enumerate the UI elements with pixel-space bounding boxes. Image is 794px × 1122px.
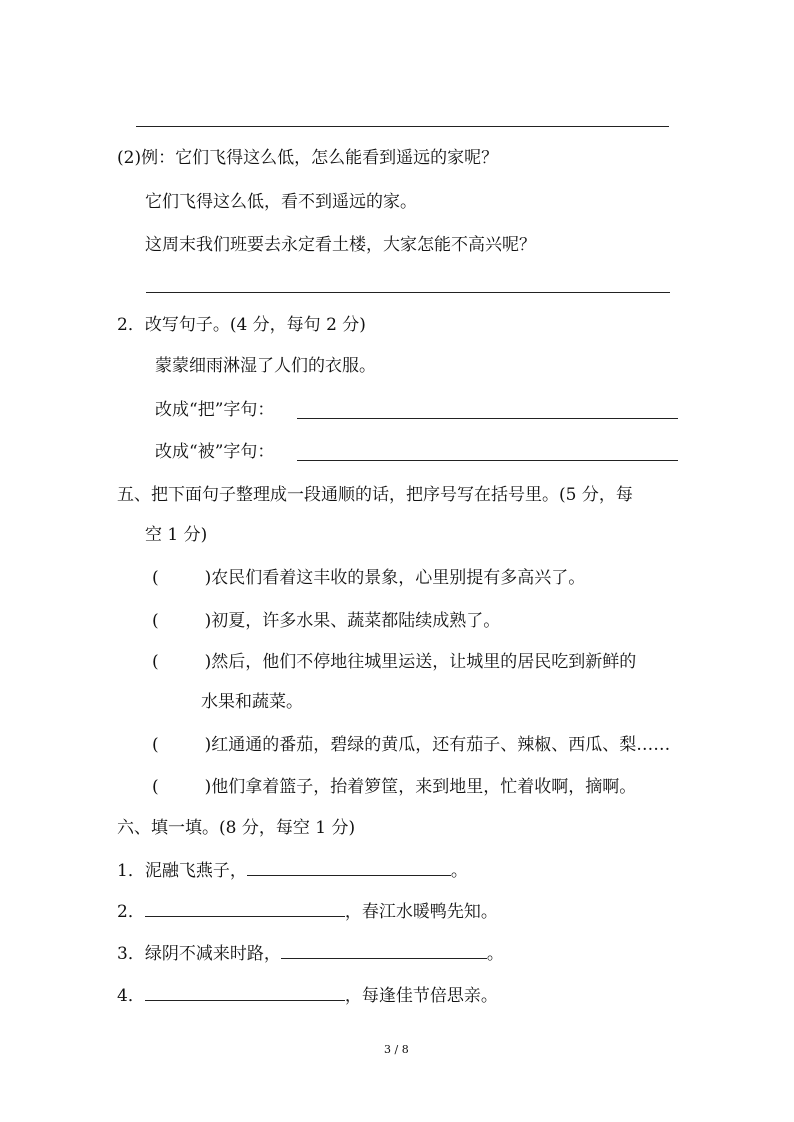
order-item-text: 然后，他们不停地往城里运送，让城里的居民吃到新鲜的 bbox=[211, 652, 637, 672]
bei-answer-line[interactable] bbox=[297, 460, 678, 461]
rewrite-sentence: 蒙蒙细雨淋湿了人们的衣服。 bbox=[155, 356, 376, 376]
order-item-text: 他们拿着篮子，抬着箩筐，来到地里，忙着收啊，摘啊。 bbox=[211, 777, 637, 797]
poem-blank-1[interactable] bbox=[247, 857, 451, 876]
answer-line-2[interactable] bbox=[146, 292, 670, 293]
order-paren-blank[interactable]: ( ) bbox=[152, 777, 212, 797]
order-item-text: 红通通的番茄，碧绿的黄瓜，还有茄子、辣椒、西瓜、梨…… bbox=[211, 735, 671, 755]
section-five-heading-cont: 空 1 分) bbox=[145, 525, 208, 545]
section-five-heading: 五、把下面句子整理成一段通顺的话，把序号写在括号里。(5 分，每 bbox=[117, 485, 633, 505]
order-item bbox=[152, 609, 500, 633]
example-answer: 它们飞得这么低，看不到遥远的家。 bbox=[145, 192, 417, 212]
order-item-text: 农民们看着这丰收的景象，心里别提有多高兴了。 bbox=[211, 568, 586, 588]
order-item bbox=[152, 775, 636, 799]
ba-answer-line[interactable] bbox=[297, 418, 678, 419]
page-number: 3 / 8 bbox=[384, 1043, 409, 1056]
poem-blank-2[interactable] bbox=[145, 898, 345, 917]
poem-item-2: 2． ，春江水暖鸭先知。 bbox=[117, 898, 498, 924]
section-six-heading: 六、填一填。(8 分，每空 1 分) bbox=[117, 818, 356, 838]
order-paren-blank[interactable]: ( ) bbox=[152, 735, 212, 755]
answer-line-1[interactable] bbox=[136, 126, 669, 127]
poem-blank-3[interactable] bbox=[281, 940, 487, 959]
bei-label: 改成“被”字句： bbox=[155, 442, 275, 462]
order-item bbox=[152, 566, 585, 590]
example-prompt: (2)例：它们飞得这么低，怎么能看到遥远的家呢？ bbox=[117, 148, 499, 168]
order-item bbox=[152, 733, 670, 757]
poem-item-3: 3．绿阴不减来时路， 。 bbox=[117, 940, 504, 966]
order-item-continuation: 水果和蔬菜。 bbox=[201, 692, 303, 712]
ba-label: 改成“把”字句： bbox=[155, 400, 275, 420]
order-item bbox=[152, 650, 636, 674]
order-paren-blank[interactable]: ( ) bbox=[152, 568, 212, 588]
rewrite-heading: 2．改写句子。(4 分，每句 2 分) bbox=[117, 315, 366, 335]
task-sentence: 这周末我们班要去永定看土楼，大家怎能不高兴呢？ bbox=[145, 235, 536, 255]
order-item-text: 初夏，许多水果、蔬菜都陆续成熟了。 bbox=[211, 611, 501, 631]
poem-blank-4[interactable] bbox=[145, 982, 345, 1001]
poem-item-1: 1．泥融飞燕子， 。 bbox=[117, 857, 468, 883]
order-paren-blank[interactable]: ( ) bbox=[152, 611, 212, 631]
order-paren-blank[interactable]: ( ) bbox=[152, 652, 212, 672]
poem-item-4: 4． ，每逢佳节倍思亲。 bbox=[117, 982, 498, 1008]
